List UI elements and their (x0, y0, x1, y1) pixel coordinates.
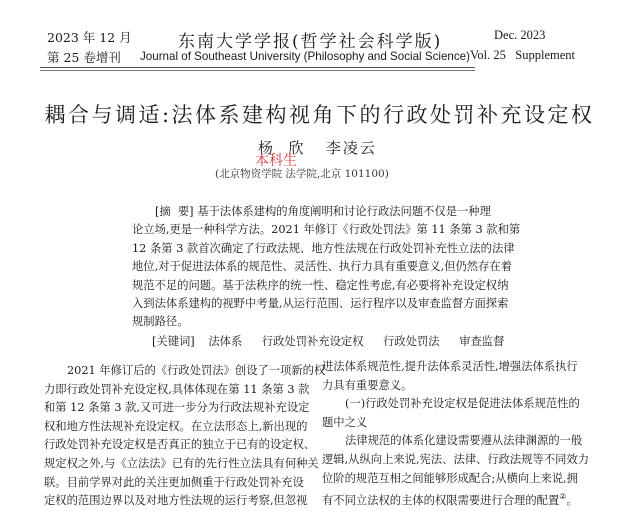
journal-title-cn: 东南大学学报(哲学社会科学版) (178, 32, 443, 52)
volume-cn: 第 25 卷增刊 (47, 50, 121, 65)
abstract-line: 论立场,更是一种科学方法。2021 年修订《行政处罚法》第 11 条第 3 款和第 (132, 223, 521, 237)
abstract-line: 规范不足的问题。基于法秩序的统一性、稳定性考虑,有必要将补充设定权纳 (132, 278, 509, 292)
body-line: 联。目前学界对此的关注更加侧重于行政处罚补充设 (44, 475, 304, 489)
section-heading: (一)行政处罚补充设定权是促进法体系规范性的 (345, 397, 580, 411)
abstract-line: 12 条第 3 款首次确定了行政法规、地方性法规在行政处罚补充性立法的法律 (132, 241, 515, 255)
abstract-line: 入到法体系建构的视野中考量,从运行范围、运行程序以及审查监督方面探索 (132, 297, 509, 311)
abstract-label: [摘 要] (155, 205, 194, 218)
keywords-label: [关键词] (152, 335, 195, 348)
body-line: 行政处罚补充设定权是否真正的独立于已有的设定权、 (44, 438, 316, 452)
body-line: 和第 12 条第 3 款,又可进一步分为行政法规补充设定 (44, 401, 310, 415)
authors: 杨 欣 李凌云 (258, 139, 377, 157)
body-line: 逻辑,从纵向上来说,宪法、法律、行政法规等不同效力 (322, 452, 590, 466)
abstract-line: 地位,对于促进法体系的规范性、灵活性、执行力具有重要意义,但仍然存在着 (132, 260, 512, 274)
body-right-column (322, 358, 592, 511)
body-line: 有不同立法权的主体的权限需要进行合理的配置②。 (322, 492, 578, 507)
header-rule-thick (40, 67, 475, 68)
abstract-line: [摘 要] 基于法体系建构的角度阐明和讨论行政法问题不仅是一种理 (155, 205, 491, 218)
header-rule-thin (40, 70, 475, 71)
keyword: 行政处罚法 (383, 335, 440, 348)
body-line: 法律规范的体系化建设需要遵从法律渊源的一般 (345, 434, 583, 448)
affiliation: (北京物资学院 法学院,北京 101100) (215, 168, 389, 180)
article-title: 耦合与调适:法体系建构视角下的行政处罚补充设定权 (44, 103, 595, 127)
body-line: 力即行政处罚补充设定权,具体体现在第 11 条第 3 款 (44, 382, 310, 396)
body-line: 规定权之外,与《立法法》已有的先行性立法具有何种关 (44, 456, 319, 470)
abstract-line: 规制路径。 (132, 315, 189, 329)
issue-date-en: Dec. 2023 (494, 28, 546, 42)
red-annotation: 本科生 (255, 153, 297, 169)
issue-date-cn: 2023 年 12 月 (47, 30, 132, 45)
body-left-column (44, 362, 326, 511)
body-line: 2021 年修订后的《行政处罚法》创设了一项新的权 (67, 364, 326, 377)
body-line: 定权的范围边界以及对地方性法规的运行考察,但忽视 (44, 494, 308, 508)
body-line: 位阶的规范互相之间能够形成配合;从横向上来说,拥 (322, 471, 578, 485)
body-line: 进法体系规范性,提升法体系灵活性,增强法体系执行 (322, 360, 578, 373)
volume-en: Vol. 25 Supplement (470, 48, 575, 62)
section-heading-cont: 题中之义 (322, 415, 368, 429)
journal-title-en: Journal of Southeast University (Philosophy and Social Science) (140, 50, 470, 63)
keyword: 法体系 (208, 335, 243, 348)
body-line: 权和地方性法规补充设定权。在立法形态上,新出现的 (44, 419, 308, 433)
body-line: 力具有重要意义。 (322, 378, 413, 392)
abstract (132, 203, 521, 332)
keyword: 行政处罚补充设定权 (261, 335, 364, 348)
keyword: 审查监督 (459, 335, 505, 348)
keywords (152, 333, 504, 349)
footnote-ref[interactable]: ② (559, 492, 567, 502)
